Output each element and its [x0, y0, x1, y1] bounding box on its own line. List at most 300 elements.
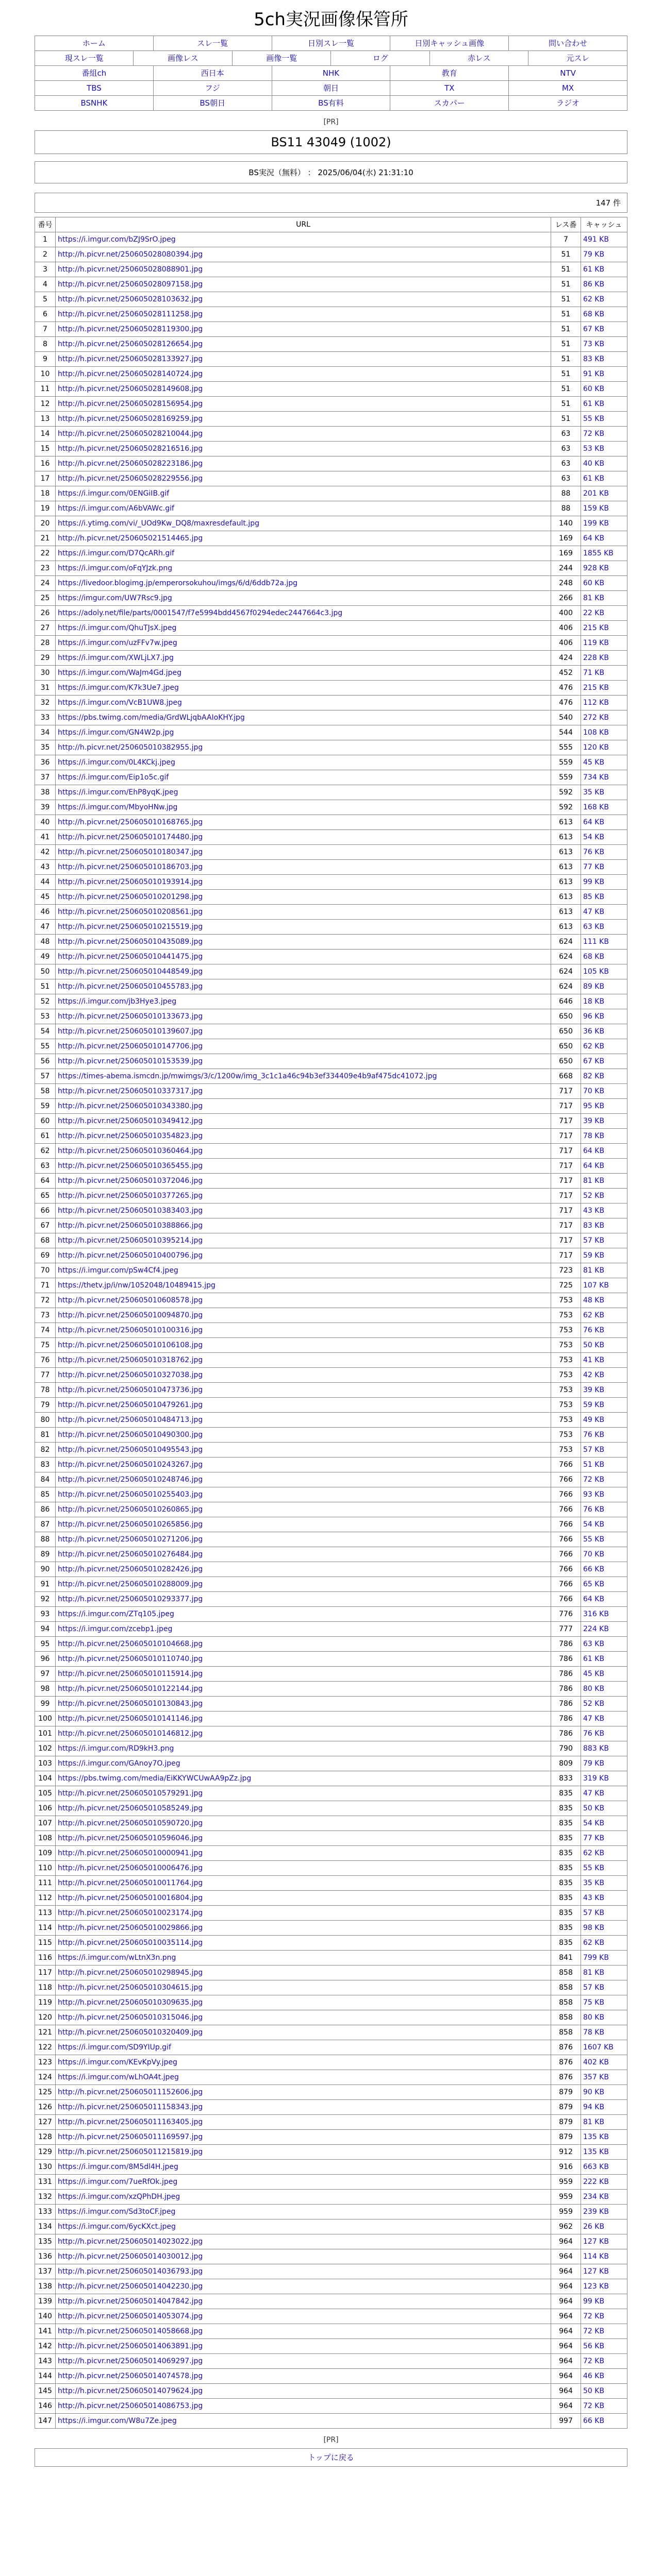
image-url-link[interactable]: http://h.picvr.net/250605010304615.jpg	[58, 1983, 203, 1992]
cache-link[interactable]: 61 KB	[583, 1654, 605, 1663]
nav-link[interactable]: フジ	[205, 83, 220, 93]
image-url-link[interactable]: http://h.picvr.net/250605010265856.jpg	[58, 1520, 203, 1529]
cache-link[interactable]: 105 KB	[583, 967, 609, 976]
image-url-link[interactable]: http://h.picvr.net/250605010271206.jpg	[58, 1535, 203, 1544]
cache-link[interactable]: 799 KB	[583, 1953, 609, 1962]
cache-link[interactable]: 43 KB	[583, 1893, 605, 1902]
cache-link[interactable]: 928 KB	[583, 564, 609, 572]
image-url-link[interactable]: https://adoly.net/file/parts/0001547/f7e5994bdd4567f0294edec2447664c3.jpg	[58, 608, 343, 617]
image-url-link[interactable]: http://h.picvr.net/250605010115914.jpg	[58, 1669, 203, 1678]
cache-link[interactable]: 72 KB	[583, 2401, 605, 2410]
cache-link[interactable]: 114 KB	[583, 2252, 609, 2261]
image-url-link[interactable]: http://h.picvr.net/250605010479261.jpg	[58, 1400, 203, 1409]
image-url-link[interactable]: https://i.imgur.com/wLhOA4t.jpeg	[58, 2073, 179, 2081]
cache-link[interactable]: 41 KB	[583, 1355, 605, 1364]
image-url-link[interactable]: https://i.imgur.com/MbyoHNw.jpg	[58, 803, 178, 811]
image-url-link[interactable]: https://i.imgur.com/0ENGiIB.gif	[58, 489, 170, 498]
image-url-link[interactable]: http://h.picvr.net/250605011169597.jpg	[58, 2132, 203, 2141]
cache-link[interactable]: 39 KB	[583, 1116, 605, 1125]
cache-link[interactable]: 222 KB	[583, 2177, 609, 2186]
image-url-link[interactable]: http://h.picvr.net/250605010243267.jpg	[58, 1460, 203, 1469]
image-url-link[interactable]: http://h.picvr.net/250605010455783.jpg	[58, 982, 203, 991]
cache-link[interactable]: 94 KB	[583, 2103, 605, 2111]
image-url-link[interactable]: http://h.picvr.net/250605010365455.jpg	[58, 1161, 203, 1170]
image-url-link[interactable]: http://h.picvr.net/250605010382955.jpg	[58, 743, 203, 752]
nav-link[interactable]: MX	[561, 83, 574, 93]
cache-link[interactable]: 78 KB	[583, 1131, 605, 1140]
cache-link[interactable]: 76 KB	[583, 1729, 605, 1738]
cache-link[interactable]: 73 KB	[583, 340, 605, 348]
image-url-link[interactable]: https://i.imgur.com/pSw4Cf4.jpeg	[58, 1266, 178, 1275]
cache-link[interactable]: 76 KB	[583, 1326, 605, 1334]
image-url-link[interactable]: http://h.picvr.net/250605010110740.jpg	[58, 1654, 203, 1663]
cache-link[interactable]: 491 KB	[583, 235, 609, 244]
cache-link[interactable]: 86 KB	[583, 280, 605, 289]
image-url-link[interactable]: http://h.picvr.net/250605010193914.jpg	[58, 877, 203, 886]
cache-link[interactable]: 36 KB	[583, 1027, 605, 1036]
cache-link[interactable]: 68 KB	[583, 952, 605, 961]
nav-link[interactable]: 現スレ一覧	[64, 54, 104, 63]
cache-link[interactable]: 55 KB	[583, 414, 605, 423]
back-to-top-link[interactable]: トップに戻る	[308, 2452, 354, 2462]
image-url-link[interactable]: http://h.picvr.net/250605010133673.jpg	[58, 1012, 203, 1021]
image-url-link[interactable]: http://h.picvr.net/250605010388866.jpg	[58, 1221, 203, 1230]
cache-link[interactable]: 119 KB	[583, 638, 609, 647]
cache-link[interactable]: 234 KB	[583, 2192, 609, 2201]
image-url-link[interactable]: http://h.picvr.net/250605010608578.jpg	[58, 1296, 203, 1304]
image-url-link[interactable]: http://h.picvr.net/250605010490300.jpg	[58, 1430, 203, 1439]
image-url-link[interactable]: http://h.picvr.net/250605028119300.jpg	[58, 325, 203, 333]
image-url-link[interactable]: http://h.picvr.net/250605010435089.jpg	[58, 937, 203, 946]
image-url-link[interactable]: http://h.picvr.net/250605010094870.jpg	[58, 1311, 203, 1319]
nav-link[interactable]: BS有料	[318, 98, 344, 108]
cache-link[interactable]: 64 KB	[583, 818, 605, 826]
image-url-link[interactable]: https://pbs.twimg.com/media/GrdWLjqbAAIoKHY.jpg	[58, 713, 245, 722]
cache-link[interactable]: 224 KB	[583, 1624, 609, 1633]
cache-link[interactable]: 71 KB	[583, 668, 605, 677]
image-url-link[interactable]: http://h.picvr.net/250605028133927.jpg	[58, 354, 203, 363]
nav-link[interactable]: 日別キャッシュ画像	[415, 39, 485, 48]
cache-link[interactable]: 45 KB	[583, 1669, 605, 1678]
image-url-link[interactable]: http://h.picvr.net/250605028097158.jpg	[58, 280, 203, 289]
cache-link[interactable]: 62 KB	[583, 1938, 605, 1947]
image-url-link[interactable]: http://h.picvr.net/250605010596046.jpg	[58, 1834, 203, 1842]
image-url-link[interactable]: http://h.picvr.net/250605010327038.jpg	[58, 1370, 203, 1379]
image-url-link[interactable]: http://h.picvr.net/250605010448549.jpg	[58, 967, 203, 976]
cache-link[interactable]: 35 KB	[583, 1878, 605, 1887]
cache-link[interactable]: 62 KB	[583, 1849, 605, 1857]
image-url-link[interactable]: http://h.picvr.net/250605010441475.jpg	[58, 952, 203, 961]
image-url-link[interactable]: https://times-abema.ismcdn.jp/mwimgs/3/c/1200w/img_3c1c1a46c94b3ef334409e4b9af475dc41072.jpg	[58, 1072, 437, 1080]
image-url-link[interactable]: http://h.picvr.net/250605014047842.jpg	[58, 2297, 203, 2306]
cache-link[interactable]: 62 KB	[583, 1311, 605, 1319]
cache-link[interactable]: 64 KB	[583, 1161, 605, 1170]
cache-link[interactable]: 51 KB	[583, 1460, 605, 1469]
cache-link[interactable]: 62 KB	[583, 1042, 605, 1050]
cache-link[interactable]: 42 KB	[583, 1370, 605, 1379]
image-url-link[interactable]: https://i.imgur.com/xzQPhDH.jpeg	[58, 2192, 180, 2201]
cache-link[interactable]: 68 KB	[583, 310, 605, 318]
image-url-link[interactable]: https://i.imgur.com/SD9YIUp.gif	[58, 2043, 171, 2052]
cache-link[interactable]: 39 KB	[583, 1385, 605, 1394]
image-url-link[interactable]: https://i.imgur.com/QhuTJsX.jpeg	[58, 623, 177, 632]
image-url-link[interactable]: http://h.picvr.net/250605014074578.jpg	[58, 2371, 203, 2380]
image-url-link[interactable]: http://h.picvr.net/250605011215819.jpg	[58, 2147, 203, 2156]
cache-link[interactable]: 62 KB	[583, 295, 605, 303]
nav-link[interactable]: 西日本	[201, 69, 224, 78]
cache-link[interactable]: 81 KB	[583, 1968, 605, 1977]
image-url-link[interactable]: https://i.imgur.com/KEvKpVy.jpeg	[58, 2058, 177, 2066]
image-url-link[interactable]: http://h.picvr.net/250605011152606.jpg	[58, 2088, 203, 2096]
cache-link[interactable]: 67 KB	[583, 1057, 605, 1065]
cache-link[interactable]: 50 KB	[583, 1341, 605, 1349]
image-url-link[interactable]: https://i.imgur.com/RD9kH3.png	[58, 1744, 174, 1753]
cache-link[interactable]: 1855 KB	[583, 549, 614, 557]
cache-link[interactable]: 316 KB	[583, 1609, 609, 1618]
cache-link[interactable]: 89 KB	[583, 982, 605, 991]
cache-link[interactable]: 80 KB	[583, 1684, 605, 1693]
cache-link[interactable]: 70 KB	[583, 1550, 605, 1558]
cache-link[interactable]: 90 KB	[583, 2088, 605, 2096]
image-url-link[interactable]: http://h.picvr.net/250605010276484.jpg	[58, 1550, 203, 1558]
cache-link[interactable]: 72 KB	[583, 2327, 605, 2335]
image-url-link[interactable]: http://h.picvr.net/250605028223186.jpg	[58, 459, 203, 468]
image-url-link[interactable]: http://h.picvr.net/250605014063891.jpg	[58, 2342, 203, 2350]
image-url-link[interactable]: http://h.picvr.net/250605010011764.jpg	[58, 1878, 203, 1887]
image-url-link[interactable]: https://i.imgur.com/Sd3toCF.jpeg	[58, 2207, 176, 2216]
cache-link[interactable]: 107 KB	[583, 1281, 609, 1290]
cache-link[interactable]: 50 KB	[583, 1804, 605, 1812]
cache-link[interactable]: 199 KB	[583, 519, 609, 528]
image-url-link[interactable]: http://h.picvr.net/250605010153539.jpg	[58, 1057, 203, 1065]
image-url-link[interactable]: http://h.picvr.net/250605010255403.jpg	[58, 1490, 203, 1499]
image-url-link[interactable]: https://i.imgur.com/Eip1o5c.gif	[58, 773, 169, 782]
image-url-link[interactable]: http://h.picvr.net/250605010318762.jpg	[58, 1355, 203, 1364]
image-url-link[interactable]: http://h.picvr.net/250605028156954.jpg	[58, 399, 203, 408]
cache-link[interactable]: 64 KB	[583, 1146, 605, 1155]
cache-link[interactable]: 59 KB	[583, 1251, 605, 1260]
image-url-link[interactable]: http://h.picvr.net/250605028216516.jpg	[58, 444, 203, 453]
image-url-link[interactable]: http://h.picvr.net/250605010585249.jpg	[58, 1804, 203, 1812]
nav-link[interactable]: ラジオ	[556, 98, 580, 108]
cache-link[interactable]: 53 KB	[583, 444, 605, 453]
cache-link[interactable]: 98 KB	[583, 1923, 605, 1932]
cache-link[interactable]: 215 KB	[583, 623, 609, 632]
image-url-link[interactable]: http://h.picvr.net/250605010315046.jpg	[58, 2013, 203, 2022]
cache-link[interactable]: 81 KB	[583, 1266, 605, 1275]
cache-link[interactable]: 111 KB	[583, 937, 609, 946]
image-url-link[interactable]: https://i.imgur.com/oFqYJzk.png	[58, 564, 173, 572]
nav-link[interactable]: スレ一覧	[197, 39, 228, 48]
nav-link[interactable]: 問い合わせ	[549, 39, 588, 48]
cache-link[interactable]: 85 KB	[583, 892, 605, 901]
image-url-link[interactable]: https://i.imgur.com/ZTq105.jpeg	[58, 1609, 174, 1618]
image-url-link[interactable]: http://h.picvr.net/250605010106108.jpg	[58, 1341, 203, 1349]
image-url-link[interactable]: http://h.picvr.net/250605010122144.jpg	[58, 1684, 203, 1693]
image-url-link[interactable]: https://i.imgur.com/A6bVAWc.gif	[58, 504, 174, 513]
cache-link[interactable]: 99 KB	[583, 2297, 605, 2306]
image-url-link[interactable]: http://h.picvr.net/250605010147706.jpg	[58, 1042, 203, 1050]
image-url-link[interactable]: http://h.picvr.net/250605010473736.jpg	[58, 1385, 203, 1394]
image-url-link[interactable]: http://h.picvr.net/250605011158343.jpg	[58, 2103, 203, 2111]
nav-link[interactable]: NTV	[560, 68, 576, 78]
image-url-link[interactable]: http://h.picvr.net/250605010484713.jpg	[58, 1415, 203, 1424]
cache-link[interactable]: 64 KB	[583, 1595, 605, 1603]
cache-link[interactable]: 45 KB	[583, 758, 605, 767]
image-url-link[interactable]: http://h.picvr.net/250605028140724.jpg	[58, 369, 203, 378]
cache-link[interactable]: 663 KB	[583, 2162, 609, 2171]
cache-link[interactable]: 54 KB	[583, 1819, 605, 1827]
image-url-link[interactable]: http://h.picvr.net/250605010180347.jpg	[58, 848, 203, 856]
image-url-link[interactable]: http://h.picvr.net/250605010298945.jpg	[58, 1968, 203, 1977]
cache-link[interactable]: 75 KB	[583, 1998, 605, 2007]
nav-link[interactable]: 番組ch	[81, 69, 107, 78]
nav-link[interactable]: 画像レス	[167, 54, 198, 63]
image-url-link[interactable]: http://h.picvr.net/250605014036793.jpg	[58, 2267, 203, 2276]
nav-link[interactable]: NHK	[322, 68, 340, 78]
image-url-link[interactable]: https://i.imgur.com/6ycKXct.jpeg	[58, 2222, 176, 2231]
cache-link[interactable]: 60 KB	[583, 384, 605, 393]
cache-link[interactable]: 22 KB	[583, 608, 605, 617]
image-url-link[interactable]: https://thetv.jp/i/nw/1052048/10489415.jpg	[58, 1281, 216, 1290]
image-url-link[interactable]: https://i.imgur.com/wLtnX3n.png	[58, 1953, 176, 1962]
cache-link[interactable]: 79 KB	[583, 1759, 605, 1768]
image-url-link[interactable]: https://i.imgur.com/jb3Hye3.jpeg	[58, 997, 177, 1006]
cache-link[interactable]: 81 KB	[583, 594, 605, 602]
cache-link[interactable]: 46 KB	[583, 2371, 605, 2380]
image-url-link[interactable]: http://h.picvr.net/250605028111258.jpg	[58, 310, 203, 318]
image-url-link[interactable]: http://h.picvr.net/250605014058668.jpg	[58, 2327, 203, 2335]
cache-link[interactable]: 57 KB	[583, 1236, 605, 1245]
image-url-link[interactable]: https://i.imgur.com/7ueRfOk.jpeg	[58, 2177, 178, 2186]
image-url-link[interactable]: http://h.picvr.net/250605010372046.jpg	[58, 1176, 203, 1185]
cache-link[interactable]: 63 KB	[583, 1639, 605, 1648]
image-url-link[interactable]: http://h.picvr.net/250605028149608.jpg	[58, 384, 203, 393]
image-url-link[interactable]: https://pbs.twimg.com/media/EiKKYWCUwAA9pZz.jpg	[58, 1774, 252, 1783]
nav-link[interactable]: 元スレ	[566, 54, 590, 63]
image-url-link[interactable]: http://h.picvr.net/250605010141146.jpg	[58, 1714, 203, 1723]
image-url-link[interactable]: http://h.picvr.net/250605014069297.jpg	[58, 2357, 203, 2365]
cache-link[interactable]: 80 KB	[583, 2013, 605, 2022]
image-url-link[interactable]: http://h.picvr.net/250605010186703.jpg	[58, 862, 203, 871]
cache-link[interactable]: 883 KB	[583, 1744, 609, 1753]
cache-link[interactable]: 61 KB	[583, 265, 605, 274]
cache-link[interactable]: 77 KB	[583, 862, 605, 871]
image-url-link[interactable]: http://h.picvr.net/250605010201298.jpg	[58, 892, 203, 901]
image-url-link[interactable]: http://h.picvr.net/250605028229556.jpg	[58, 474, 203, 483]
cache-link[interactable]: 47 KB	[583, 907, 605, 916]
cache-link[interactable]: 49 KB	[583, 1415, 605, 1424]
cache-link[interactable]: 61 KB	[583, 474, 605, 483]
image-url-link[interactable]: http://h.picvr.net/250605010293377.jpg	[58, 1595, 203, 1603]
cache-link[interactable]: 357 KB	[583, 2073, 609, 2081]
cache-link[interactable]: 78 KB	[583, 2028, 605, 2037]
image-url-link[interactable]: http://h.picvr.net/250605010309635.jpg	[58, 1998, 203, 2007]
image-url-link[interactable]: http://h.picvr.net/250605010590720.jpg	[58, 1819, 203, 1827]
image-url-link[interactable]: http://h.picvr.net/250605010349412.jpg	[58, 1116, 203, 1125]
image-url-link[interactable]: http://h.picvr.net/250605010288009.jpg	[58, 1580, 203, 1588]
image-url-link[interactable]: http://h.picvr.net/250605010377265.jpg	[58, 1191, 203, 1200]
cache-link[interactable]: 91 KB	[583, 369, 605, 378]
cache-link[interactable]: 54 KB	[583, 833, 605, 841]
image-url-link[interactable]: http://h.picvr.net/250605021514465.jpg	[58, 534, 203, 543]
cache-link[interactable]: 35 KB	[583, 788, 605, 796]
cache-link[interactable]: 56 KB	[583, 2342, 605, 2350]
cache-link[interactable]: 201 KB	[583, 489, 609, 498]
cache-link[interactable]: 77 KB	[583, 1834, 605, 1842]
cache-link[interactable]: 70 KB	[583, 1087, 605, 1095]
image-url-link[interactable]: http://h.picvr.net/250605010360464.jpg	[58, 1146, 203, 1155]
nav-link[interactable]: TX	[444, 83, 455, 93]
image-url-link[interactable]: http://h.picvr.net/250605010023174.jpg	[58, 1908, 203, 1917]
cache-link[interactable]: 72 KB	[583, 2312, 605, 2320]
cache-link[interactable]: 57 KB	[583, 1983, 605, 1992]
cache-link[interactable]: 76 KB	[583, 1430, 605, 1439]
image-url-link[interactable]: http://h.picvr.net/250605011163405.jpg	[58, 2117, 203, 2126]
cache-link[interactable]: 82 KB	[583, 1072, 605, 1080]
cache-link[interactable]: 319 KB	[583, 1774, 609, 1783]
image-url-link[interactable]: http://h.picvr.net/250605010016804.jpg	[58, 1893, 203, 1902]
image-url-link[interactable]: http://h.picvr.net/250605010215519.jpg	[58, 922, 203, 931]
image-url-link[interactable]: http://h.picvr.net/250605010282426.jpg	[58, 1565, 203, 1573]
image-url-link[interactable]: https://i.imgur.com/8M5dl4H.jpeg	[58, 2162, 178, 2171]
image-url-link[interactable]: http://h.picvr.net/250605010337317.jpg	[58, 1087, 203, 1095]
image-url-link[interactable]: http://h.picvr.net/250605010104668.jpg	[58, 1639, 203, 1648]
cache-link[interactable]: 135 KB	[583, 2147, 609, 2156]
cache-link[interactable]: 135 KB	[583, 2132, 609, 2141]
cache-link[interactable]: 55 KB	[583, 1863, 605, 1872]
image-url-link[interactable]: https://i.imgur.com/GAnoy7O.jpeg	[58, 1759, 180, 1768]
image-url-link[interactable]: https://i.imgur.com/VcB1UW8.jpeg	[58, 698, 182, 707]
image-url-link[interactable]: http://h.picvr.net/250605010208561.jpg	[58, 907, 203, 916]
cache-link[interactable]: 239 KB	[583, 2207, 609, 2216]
image-url-link[interactable]: http://h.picvr.net/250605014030012.jpg	[58, 2252, 203, 2261]
cache-link[interactable]: 54 KB	[583, 1520, 605, 1529]
nav-link[interactable]: 朝日	[323, 83, 339, 93]
image-url-link[interactable]: http://h.picvr.net/250605010130843.jpg	[58, 1699, 203, 1708]
cache-link[interactable]: 120 KB	[583, 743, 609, 752]
image-url-link[interactable]: https://i.imgur.com/W8u7Ze.jpeg	[58, 2416, 177, 2425]
cache-link[interactable]: 48 KB	[583, 1296, 605, 1304]
image-url-link[interactable]: http://h.picvr.net/250605010354823.jpg	[58, 1131, 203, 1140]
cache-link[interactable]: 72 KB	[583, 1475, 605, 1484]
cache-link[interactable]: 402 KB	[583, 2058, 609, 2066]
image-url-link[interactable]: http://h.picvr.net/250605010320409.jpg	[58, 2028, 203, 2037]
nav-link[interactable]: 日別スレ一覧	[307, 39, 354, 48]
image-url-link[interactable]: http://h.picvr.net/250605010400796.jpg	[58, 1251, 203, 1260]
cache-link[interactable]: 52 KB	[583, 1699, 605, 1708]
image-url-link[interactable]: http://h.picvr.net/250605010174480.jpg	[58, 833, 203, 841]
cache-link[interactable]: 123 KB	[583, 2282, 609, 2291]
cache-link[interactable]: 272 KB	[583, 713, 609, 722]
nav-link[interactable]: ログ	[372, 54, 388, 63]
cache-link[interactable]: 66 KB	[583, 2416, 605, 2425]
cache-link[interactable]: 108 KB	[583, 728, 609, 737]
cache-link[interactable]: 55 KB	[583, 1535, 605, 1544]
cache-link[interactable]: 734 KB	[583, 773, 609, 782]
cache-link[interactable]: 159 KB	[583, 504, 609, 513]
cache-link[interactable]: 67 KB	[583, 325, 605, 333]
cache-link[interactable]: 57 KB	[583, 1445, 605, 1454]
image-url-link[interactable]: https://i.imgur.com/uzFFv7w.jpeg	[58, 638, 177, 647]
cache-link[interactable]: 18 KB	[583, 997, 605, 1006]
nav-link[interactable]: ホーム	[82, 39, 106, 48]
image-url-link[interactable]: http://h.picvr.net/250605014023022.jpg	[58, 2237, 203, 2246]
cache-link[interactable]: 57 KB	[583, 1908, 605, 1917]
image-url-link[interactable]: http://h.picvr.net/250605010495543.jpg	[58, 1445, 203, 1454]
cache-link[interactable]: 95 KB	[583, 1101, 605, 1110]
image-url-link[interactable]: https://i.imgur.com/XWLjLX7.jpg	[58, 653, 174, 662]
nav-link[interactable]: BSNHK	[80, 98, 108, 108]
image-url-link[interactable]: http://h.picvr.net/250605010260865.jpg	[58, 1505, 203, 1514]
cache-link[interactable]: 215 KB	[583, 683, 609, 692]
cache-link[interactable]: 83 KB	[583, 1221, 605, 1230]
cache-link[interactable]: 79 KB	[583, 250, 605, 259]
image-url-link[interactable]: http://h.picvr.net/250605014079624.jpg	[58, 2386, 203, 2395]
cache-link[interactable]: 99 KB	[583, 877, 605, 886]
image-url-link[interactable]: http://h.picvr.net/250605028126654.jpg	[58, 340, 203, 348]
cache-link[interactable]: 76 KB	[583, 848, 605, 856]
image-url-link[interactable]: http://h.picvr.net/250605028210044.jpg	[58, 429, 203, 438]
image-url-link[interactable]: http://h.picvr.net/250605014086753.jpg	[58, 2401, 203, 2410]
image-url-link[interactable]: http://h.picvr.net/250605010029866.jpg	[58, 1923, 203, 1932]
cache-link[interactable]: 83 KB	[583, 354, 605, 363]
cache-link[interactable]: 47 KB	[583, 1714, 605, 1723]
image-url-link[interactable]: http://h.picvr.net/250605010395214.jpg	[58, 1236, 203, 1245]
cache-link[interactable]: 40 KB	[583, 459, 605, 468]
image-url-link[interactable]: http://h.picvr.net/250605010248746.jpg	[58, 1475, 203, 1484]
image-url-link[interactable]: http://h.picvr.net/250605010100316.jpg	[58, 1326, 203, 1334]
image-url-link[interactable]: http://h.picvr.net/250605010383403.jpg	[58, 1206, 203, 1215]
cache-link[interactable]: 81 KB	[583, 2117, 605, 2126]
nav-link[interactable]: 画像一覧	[266, 54, 297, 63]
nav-link[interactable]: BS朝日	[200, 98, 225, 108]
image-url-link[interactable]: http://h.picvr.net/250605010035114.jpg	[58, 1938, 203, 1947]
image-url-link[interactable]: http://h.picvr.net/250605028103632.jpg	[58, 295, 203, 303]
image-url-link[interactable]: https://i.ytimg.com/vi/_UOd9Kw_DQ8/maxresdefault.jpg	[58, 519, 260, 528]
image-url-link[interactable]: https://livedoor.blogimg.jp/emperorsokuhou/imgs/6/d/6ddb72a.jpg	[58, 579, 298, 587]
image-url-link[interactable]: http://h.picvr.net/250605010139607.jpg	[58, 1027, 203, 1036]
image-url-link[interactable]: http://h.picvr.net/250605010579291.jpg	[58, 1789, 203, 1798]
image-url-link[interactable]: https://i.imgur.com/GN4W2p.jpg	[58, 728, 174, 737]
cache-link[interactable]: 65 KB	[583, 1580, 605, 1588]
cache-link[interactable]: 228 KB	[583, 653, 609, 662]
cache-link[interactable]: 61 KB	[583, 399, 605, 408]
image-url-link[interactable]: http://h.picvr.net/250605010343380.jpg	[58, 1101, 203, 1110]
cache-link[interactable]: 1607 KB	[583, 2043, 614, 2052]
image-url-link[interactable]: https://i.imgur.com/zcebp1.jpeg	[58, 1624, 173, 1633]
nav-link[interactable]: スカパー	[434, 98, 465, 108]
cache-link[interactable]: 127 KB	[583, 2267, 609, 2276]
image-url-link[interactable]: https://imgur.com/UW7Rsc9.jpg	[58, 594, 172, 602]
image-url-link[interactable]: http://h.picvr.net/250605028169259.jpg	[58, 414, 203, 423]
cache-link[interactable]: 127 KB	[583, 2237, 609, 2246]
image-url-link[interactable]: https://i.imgur.com/K7k3Ue7.jpeg	[58, 683, 179, 692]
cache-link[interactable]: 72 KB	[583, 429, 605, 438]
image-url-link[interactable]: http://h.picvr.net/250605028088901.jpg	[58, 265, 203, 274]
cache-link[interactable]: 76 KB	[583, 1505, 605, 1514]
cache-link[interactable]: 47 KB	[583, 1789, 605, 1798]
image-url-link[interactable]: http://h.picvr.net/250605028080394.jpg	[58, 250, 203, 259]
nav-link[interactable]: 教育	[441, 69, 457, 78]
nav-link[interactable]: TBS	[87, 83, 102, 93]
image-url-link[interactable]: https://i.imgur.com/bZJ9SrO.jpeg	[58, 235, 176, 244]
cache-link[interactable]: 26 KB	[583, 2222, 605, 2231]
cache-link[interactable]: 52 KB	[583, 1191, 605, 1200]
cache-link[interactable]: 81 KB	[583, 1176, 605, 1185]
image-url-link[interactable]: https://i.imgur.com/EhP8yqK.jpeg	[58, 788, 178, 796]
cache-link[interactable]: 64 KB	[583, 534, 605, 543]
